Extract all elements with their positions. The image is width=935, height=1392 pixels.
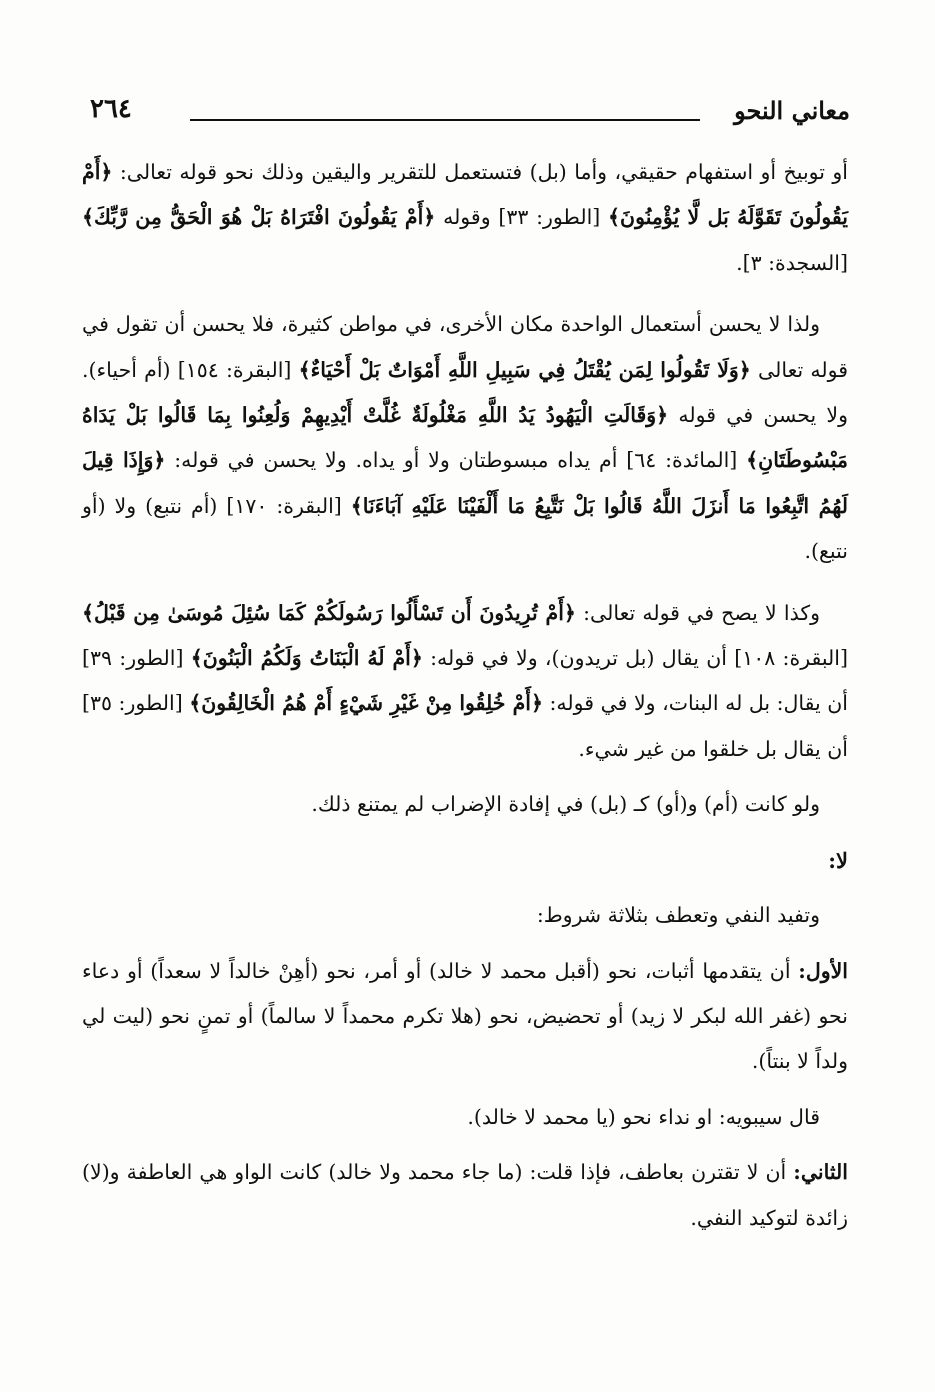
page-number: ٢٦٤ [90,94,132,124]
quran-quote: ﴿أَمْ لَهُ الْبَنَاتُ وَلَكُمُ الْبَنُونَ﴾ [190,646,423,671]
text-run: [الطور: ٣٣] وقوله [435,205,609,230]
text-run: [الطور: ٣٥] أن يقال بل خلقوا من غير شيء. [82,691,848,761]
text-run: [البقرة: ١٠٨] أن يقال (بل تريدون)، ولا في قوله: [422,646,849,671]
quran-quote: ﴿أَمْ تُرِيدُونَ أَن تَسْأَلُوا رَسُولَكُمْ كَمَا سُئِلَ مُوسَىٰ مِن قَبْلُ﴾ [82,600,576,625]
paragraph-not-interchangeable [82,302,848,574]
paragraph-conditions-intro: وتفيد النفي وتعطف بثلاثة شروط: [536,903,820,928]
page-body [82,150,848,1241]
paragraph-sibawayh: قال سيبويه: او نداء نحو (يا محمد لا خالد). [467,1104,820,1129]
running-header [90,92,850,136]
quran-quote: ﴿وَقَالَتِ الْيَهُودُ يَدُ اللَّهِ مَغْلُولَةٌ غُلَّتْ أَيْدِيهِمْ وَلُعِنُوا بِمَا قَالُوا بَلْ يَدَاهُ مَبْسُوطَتَانِ﴾ [82,403,848,473]
condition-label: الأول: [798,958,848,983]
text-run: [المائدة: ٦٤] أم يداه مبسوطتان ولا أو يداه. ولا يحسن في قوله: [165,448,747,473]
paragraph-condition-first [82,949,848,1085]
quran-quote: ﴿أَمْ يَقُولُونَ تَقَوَّلَهُ بَل لَّا يُؤْمِنُونَ﴾ [82,160,848,230]
text-run: أن يتقدمها أثبات، نحو (أقبل محمد لا خالد) أو أمر، نحو (أهِنْ خالداً لا سعداً) أو دعاء نحو (غفر الله لبكر لا زيد) أو تحضيض، نحو (هلا تكرم محمداً لا سالماً) أو تمنٍ نحو (ليت لي ولداً لا بنتاً). [82,958,848,1074]
quran-quote: ﴿وَإِذَا قِيلَ لَهُمُ اتَّبِعُوا مَا أَنزَلَ اللَّهُ قَالُوا بَلْ نَتَّبِعُ مَا أَلْفَيْنَا عَلَيْهِ آبَاءَنَا﴾ [82,448,848,518]
text-run: [البقرة: ١٥٤] (أم أحياء). ولا يحسن في قوله [82,357,848,428]
quran-quote: ﴿أَمْ خُلِقُوا مِنْ غَيْرِ شَيْءٍ أَمْ هُمُ الْخَالِقُونَ﴾ [189,691,543,716]
paragraph-bal-usage [82,150,848,286]
text-run: وكذا لا يصح في قوله تعالى: [575,600,821,625]
condition-label: الثاني: [793,1160,848,1185]
text-run: أن لا تقترن بعاطف، فإذا قلت: (ما جاء محمد ولا خالد) كانت الواو هي العاطفة و(لا) زائدة لتوكيد النفي. [82,1160,848,1230]
paragraph-not-valid [82,591,848,773]
paragraph-conclusion: ولو كانت (أم) و(أو) كـ (بل) في إفادة الإضراب لم يمتنع ذلك. [311,792,820,817]
text-run: ولذا لا يحسن أستعمال الواحدة مكان الأخرى، في مواطن كثيرة، فلا يحسن أن تقول في قوله تعالى [82,312,848,382]
quran-quote: ﴿وَلَا تَقُولُوا لِمَن يُقْتَلُ فِي سَبِيلِ اللَّهِ أَمْوَاتٌ بَلْ أَحْيَاءٌ﴾ [298,357,751,382]
section-heading-la: لا: [828,847,848,873]
text-run: [الطور: ٣٩] أن يقال: بل له البنات، ولا في قوله: [82,646,849,716]
text-run: [السجدة: ٣]. [736,250,848,275]
text-run: [البقرة: ١٧٠] (أم نتبع) ولا (أو نتبع). [82,493,848,564]
header-rule [190,119,700,121]
book-title: معاني النحو [734,96,850,125]
paragraph-condition-second [82,1150,848,1241]
text-run: أو توبيخ أو استفهام حقيقي، وأما (بل) فتستعمل للتقرير واليقين وذلك نحو قوله تعالى: [112,160,848,184]
quran-quote: ﴿أَمْ يَقُولُونَ افْتَرَاهُ بَلْ هُوَ الْحَقُّ مِن رَّبِّكَ﴾ [82,205,436,230]
